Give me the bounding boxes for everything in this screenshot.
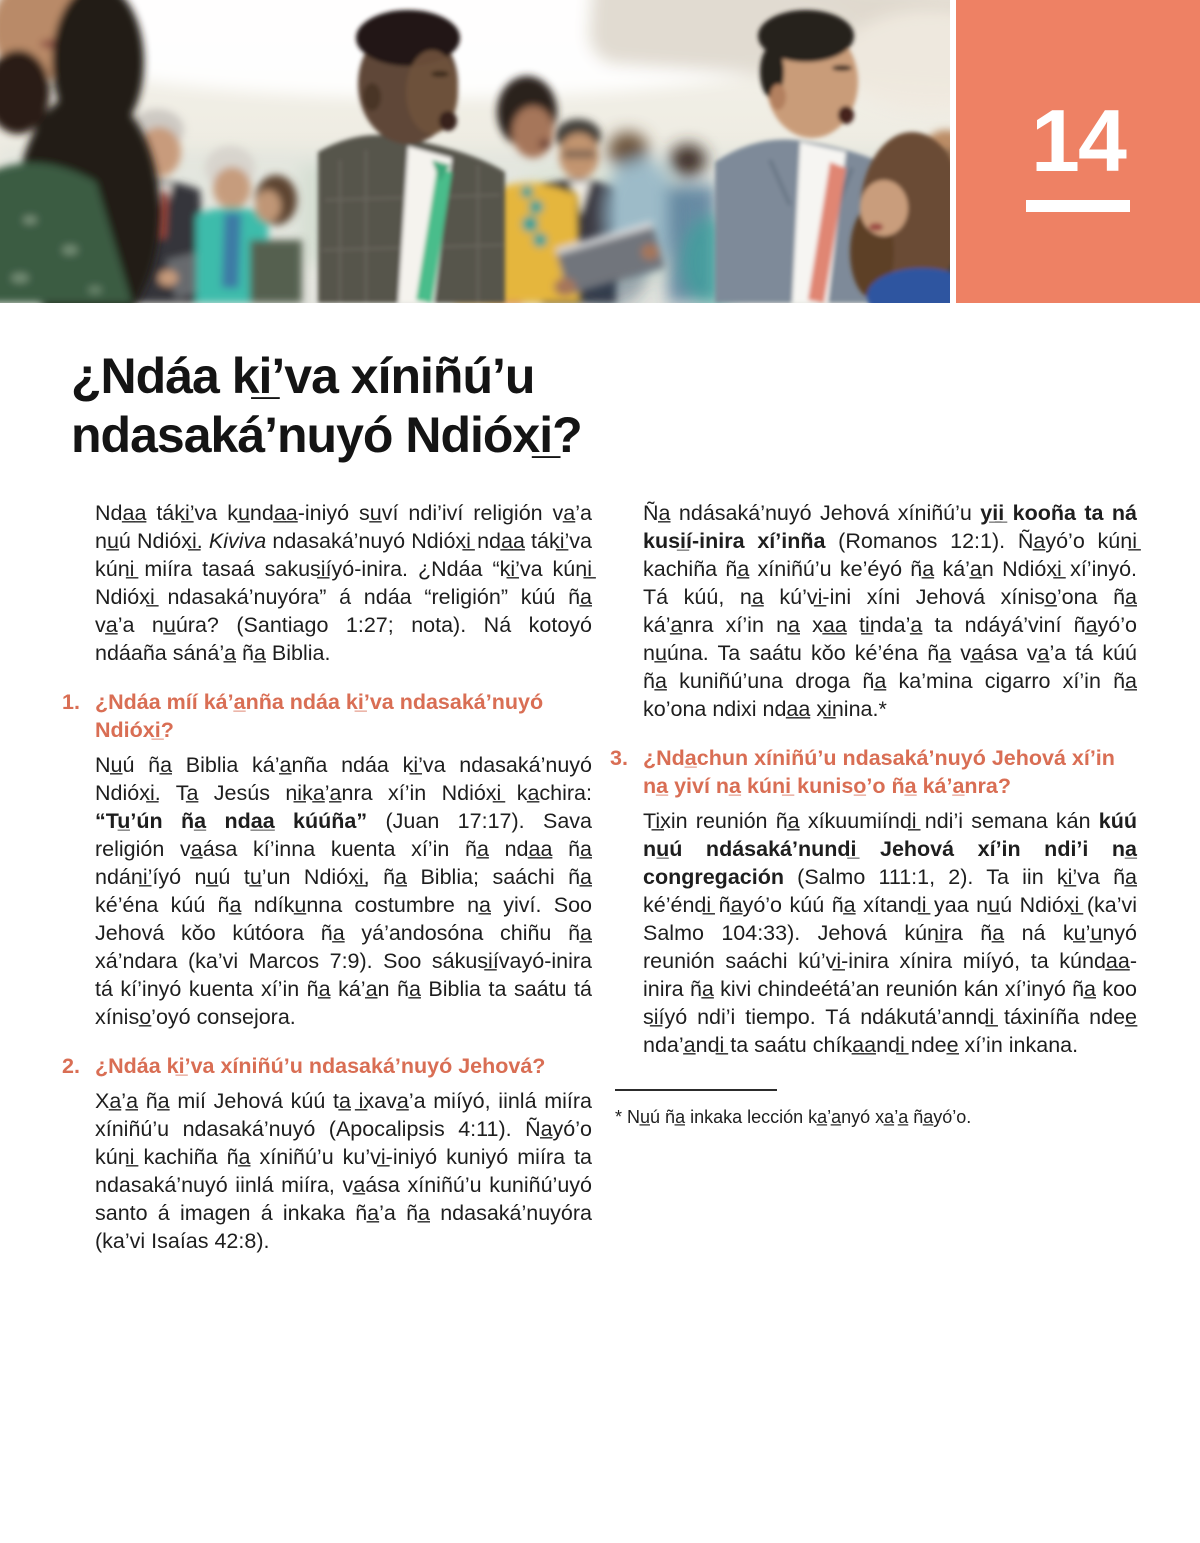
question-1-number: 1. (62, 690, 80, 714)
footnote-text (615, 1106, 1137, 1129)
lesson-number: 14 (1031, 91, 1125, 190)
question-3-answer: Ti̲xin reunión ña̲ xíkuumiíndi̲ ndi’i semana kán kúú nu̲ú ndásaká’nundi̲ Jehová xí’in ndi’i na̲ congregación (Salmo 111:1, 2). Ta iin ki̲’va ña̲ ké’éndi̲ ña̲yó’o kúú ña̲ xítandi̲ yaa nu̲ú Ndióxi̲ (ka’vi Salmo 104:33). Jehová kúni̲ra ña̲ ná ku̲’u̲nyó reunión saáchi kú’vi̲-inira xínira miíyó, ta kúnda̲a̲-inira ña̲ kivi chindeétá’an reunión kán xí’inyó ña̲ koo si̲íyó ndi’i tiempo. Tá ndákutá’anndi̲ táxiníña ndee̲ nda’a̲ndi̲ ta saátu chíka̲a̲ndi̲ ndee̲ xí’in inkana. (643, 809, 1137, 1057)
page-title (71, 347, 711, 465)
lesson-number-underline (1026, 200, 1130, 212)
header-photo (0, 0, 950, 303)
question-2 (62, 1052, 592, 1255)
question-2-heading (62, 1052, 592, 1080)
congregation-singing-illustration (0, 0, 950, 303)
question-2-answer-continued: Ña̲ ndásaká’nuyó Jehová xíniñú’u yi̲i̲ kooña ta ná kusi̲í-inira xí’inña (Romanos 12:1). Ña̲yó’o kúni̲ kachiña ña̲ xíniñú’u ke’éyó ña̲ ká’a̲n Ndióxi̲ xí’inyó. Tá kúú, na̲ kú’vi̲-ini xíni Jehová xíniso̲’ona ña̲ ká’a̲nra xí’in na̲ xa̲a̲ ti̲nda’a̲ ta ndáyá’viní ña̲yó’o nu̲úna. Ta saátu kǒo ké’éna ña̲ va̲ása va̲’a tá kúú ña̲ kuniñú’una droga ña̲ ka’mina cigarro xí’in ña̲ ko’ona ndixi nda̲a̲ xi̲nina.* (643, 501, 1137, 721)
question-1-heading (62, 688, 592, 744)
title-line-2: ndasaká’nuyó Ndióxi̲? (71, 407, 582, 463)
column-right (610, 499, 1137, 1129)
footnote-rule (615, 1089, 777, 1091)
question-3 (610, 744, 1137, 1059)
question-3-heading (610, 744, 1137, 800)
footnote-body: Nu̲ú ña̲ inkaka lección ka̲’a̲nyó xa̲’a̲ ña̲yó’o. (627, 1107, 972, 1127)
column-left (62, 499, 592, 1255)
question-3-text: ¿Nda̲chun xíniñú’u ndasaká’nuyó Jehová xí’in na̲ yiví na̲ kúni̲ kuniso̲’o ña̲ ká’a̲nra? (643, 746, 1115, 798)
lesson-number-badge (956, 0, 1200, 303)
question-1-text: ¿Ndáa míí ká’a̲nña ndáa ki̲’va ndasaká’nuyó Ndióxi̲? (95, 690, 544, 742)
footnote-symbol: * (615, 1107, 623, 1127)
intro-paragraph: Nda̲a̲ táki̲’va ku̲nda̲a̲-iniyó su̲ví ndi’iví religión va̲’a nu̲ú Ndióxi̲. Kiviva ndasaká’nuyó Ndióxi̲ nda̲a̲ táki̲’va kúni̲ miíra tasaá sakusi̲íyó-inira. ¿Ndáa “ki̲’va kúni̲ Ndióxi̲ ndasaká’nuyóra” á ndáa “religión” kúú ña̲ va̲’a nu̲úra? (Santiago 1:27; nota). Ná kotoyó ndáaña sáná’a̲ ña̲ Biblia. (95, 501, 592, 665)
footnote (615, 1089, 1137, 1129)
title-line-1: ¿Ndáa ki̲’va xíniñú’u (71, 348, 535, 404)
question-2-answer: Xa̲’a̲ ña̲ mií Jehová kúú ta̲ i̲xava̲’a miíyó, iinlá miíra xíniñú’u ndasaká’nuyó (Apocalipsis 4:11). Ña̲yó’o kúni̲ kachiña ña̲ xíniñú’u ku’vi̲-iniyó kuniyó miíra ta ndasaká’nuyó iinlá miíra, va̲ása xíniñú’u kuniñú’uyó santo á imagen á inkaka ña̲’a ña̲ ndasaká’nuyóra (ka’vi Isaías 42:8). (95, 1089, 592, 1253)
question-2-text: ¿Ndáa ki̲’va xíniñú’u ndasaká’nuyó Jehová? (95, 1054, 546, 1078)
question-1 (62, 688, 592, 1031)
question-1-answer: Nu̲ú ña̲ Biblia ká’a̲nña ndáa ki̲’va ndasaká’nuyó Ndióxi̲. Ta̲ Jesús ni̲ka̲’a̲nra xí’in Ndióxi̲ ka̲chira: “Tu̲’ún ña̲ nda̲a̲ kúúña” (Juan 17:17). Sava religión va̲ása kí’inna kuenta xí’in ña̲ nda̲a̲ ña̲ ndáni̲’íyó nu̲ú tu̲’un Ndióxi̲, ña̲ Biblia; saáchi ña̲ ké’éna kúú ña̲ ndíku̲nna costumbre na̲ yiví. Soo Jehová kǒo kútóora ña̲ yá’andosóna chiñu ña̲ xá’ndara (ka’vi Marcos 7:9). Soo sákusi̲ívayó-inira tá kí’inyó kuenta xí’in ña̲ ká’a̲n ña̲ Biblia ta saátu tá xíniso̲’oyó consejora. (95, 753, 592, 1029)
question-3-number: 3. (610, 746, 628, 770)
question-2-number: 2. (62, 1054, 80, 1078)
